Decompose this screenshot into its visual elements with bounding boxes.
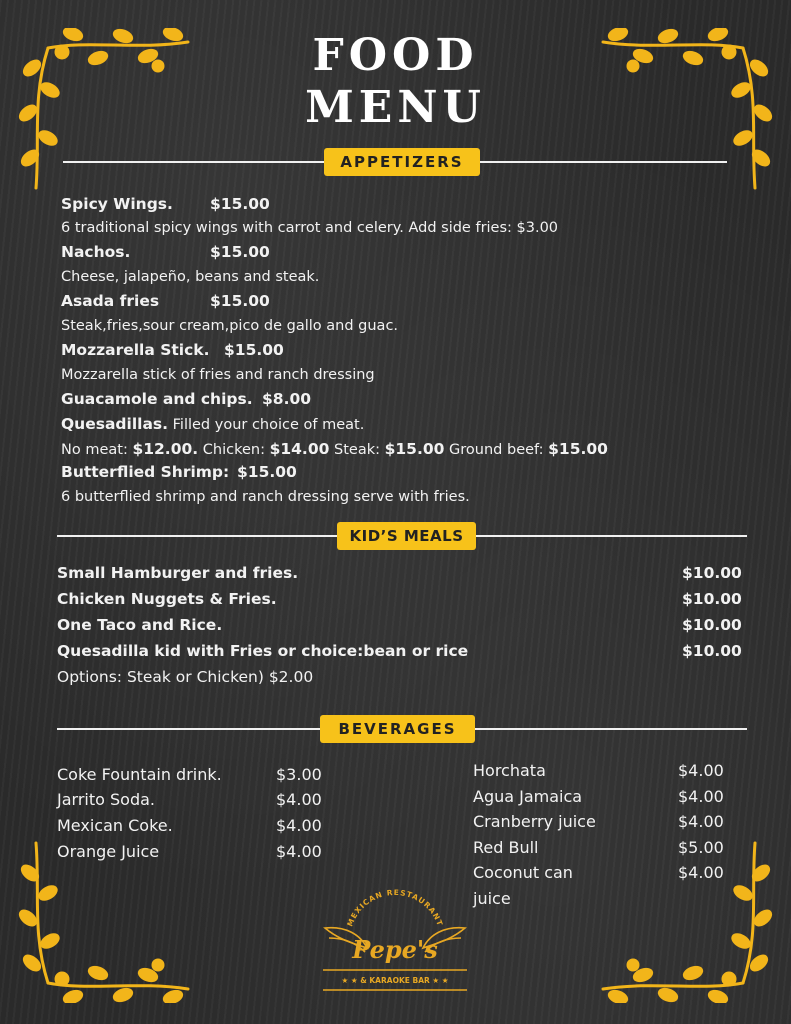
option-price: $15.00 bbox=[548, 440, 608, 458]
appetizer-name: Asada fries bbox=[61, 292, 160, 310]
appetizer-name: Quesadillas. bbox=[61, 415, 169, 433]
kids-item-price: $10.00 bbox=[682, 590, 742, 608]
appetizer-price: $8.00 bbox=[262, 390, 312, 408]
appetizer-description: Cheese, jalapeño, beans and steak. bbox=[61, 269, 320, 285]
appetizers-heading: APPETIZERS bbox=[324, 148, 480, 176]
beverage-price: $4.00 bbox=[678, 761, 724, 780]
menu-title-line1: FOOD bbox=[312, 30, 479, 81]
kids-item-price: $10.00 bbox=[682, 616, 742, 634]
kids-item-name: Chicken Nuggets & Fries. bbox=[57, 590, 277, 608]
kids-item-name: Quesadilla kid with Fries or choice:bean or rice bbox=[57, 642, 469, 660]
beverage-name-continued: juice bbox=[473, 889, 511, 908]
menu-title-line2: MENU bbox=[305, 82, 486, 133]
appetizer-description: Steak,fries,sour cream,pico de gallo and guac. bbox=[61, 318, 399, 334]
logo-name: Pepe's bbox=[352, 935, 438, 964]
beverage-name: Agua Jamaica bbox=[473, 787, 583, 806]
beverages-heading: BEVERAGES bbox=[320, 715, 475, 743]
kids-item-price: $10.00 bbox=[682, 642, 742, 660]
option-label: Ground beef: bbox=[449, 442, 544, 458]
beverage-price: $4.00 bbox=[276, 790, 322, 809]
quesadillas-line bbox=[61, 415, 364, 433]
kids-meals-heading: KID’S MEALS bbox=[337, 522, 476, 550]
appetizer-price: $15.00 bbox=[224, 341, 284, 359]
option-price: $14.00 bbox=[269, 440, 330, 458]
option-label: Steak: bbox=[334, 442, 380, 458]
beverage-price: $5.00 bbox=[678, 838, 724, 857]
kids-item-name: Small Hamburger and fries. bbox=[57, 564, 299, 582]
option-price: $12.00. bbox=[132, 440, 199, 458]
kids-options-note: Options: Steak or Chicken) $2.00 bbox=[57, 668, 314, 686]
option-label: No meat: bbox=[61, 442, 128, 458]
logo-arc-text: MEXICAN RESTAURANT bbox=[345, 888, 445, 928]
beverage-price: $4.00 bbox=[678, 812, 724, 831]
beverage-price: $4.00 bbox=[276, 816, 322, 835]
beverage-name: Orange Juice bbox=[57, 842, 160, 861]
appetizer-name: Butterflied Shrimp: bbox=[61, 463, 230, 481]
beverage-name: Coconut can bbox=[473, 863, 573, 882]
appetizer-description: Mozzarella stick of fries and ranch dressing bbox=[61, 367, 375, 383]
beverage-name: Red Bull bbox=[473, 838, 539, 857]
appetizer-description: 6 butterflied shrimp and ranch dressing serve with fries. bbox=[61, 489, 470, 505]
restaurant-logo bbox=[315, 888, 475, 998]
kids-item-name: One Taco and Rice. bbox=[57, 616, 223, 634]
appetizer-price: $15.00 bbox=[210, 195, 270, 213]
kids-item-price: $10.00 bbox=[682, 564, 742, 582]
logo-tagline: ★ ★ & KARAOKE BAR ★ ★ bbox=[341, 976, 449, 985]
beverage-price: $4.00 bbox=[678, 787, 724, 806]
svg-text:MEXICAN RESTAURANT bbox=[345, 888, 445, 928]
appetizer-name: Guacamole and chips. bbox=[61, 390, 253, 408]
beverage-name: Cranberry juice bbox=[473, 812, 596, 831]
beverage-name: Jarrito Soda. bbox=[57, 790, 155, 809]
appetizer-price: $15.00 bbox=[210, 243, 270, 261]
beverage-name: Coke Fountain drink. bbox=[57, 765, 222, 784]
vine-flourish-icon bbox=[18, 838, 193, 1003]
beverage-price: $3.00 bbox=[276, 765, 322, 784]
option-price: $15.00 bbox=[384, 440, 445, 458]
beverage-name: Mexican Coke. bbox=[57, 816, 173, 835]
quesadilla-price-options bbox=[61, 440, 608, 458]
appetizer-price: $15.00 bbox=[237, 463, 297, 481]
beverage-name: Horchata bbox=[473, 761, 546, 780]
wings-emblem-icon bbox=[315, 888, 475, 998]
option-label: Chicken: bbox=[202, 442, 265, 458]
appetizer-price: $15.00 bbox=[210, 292, 270, 310]
appetizer-description: 6 traditional spicy wings with carrot and celery. Add side fries: $3.00 bbox=[61, 220, 559, 236]
appetizer-description: Filled your choice of meat. bbox=[172, 417, 365, 433]
appetizer-name: Mozzarella Stick. bbox=[61, 341, 210, 359]
beverage-price: $4.00 bbox=[678, 863, 724, 882]
beverage-price: $4.00 bbox=[276, 842, 322, 861]
appetizer-name: Spicy Wings. bbox=[61, 195, 173, 213]
appetizer-name: Nachos. bbox=[61, 243, 131, 261]
